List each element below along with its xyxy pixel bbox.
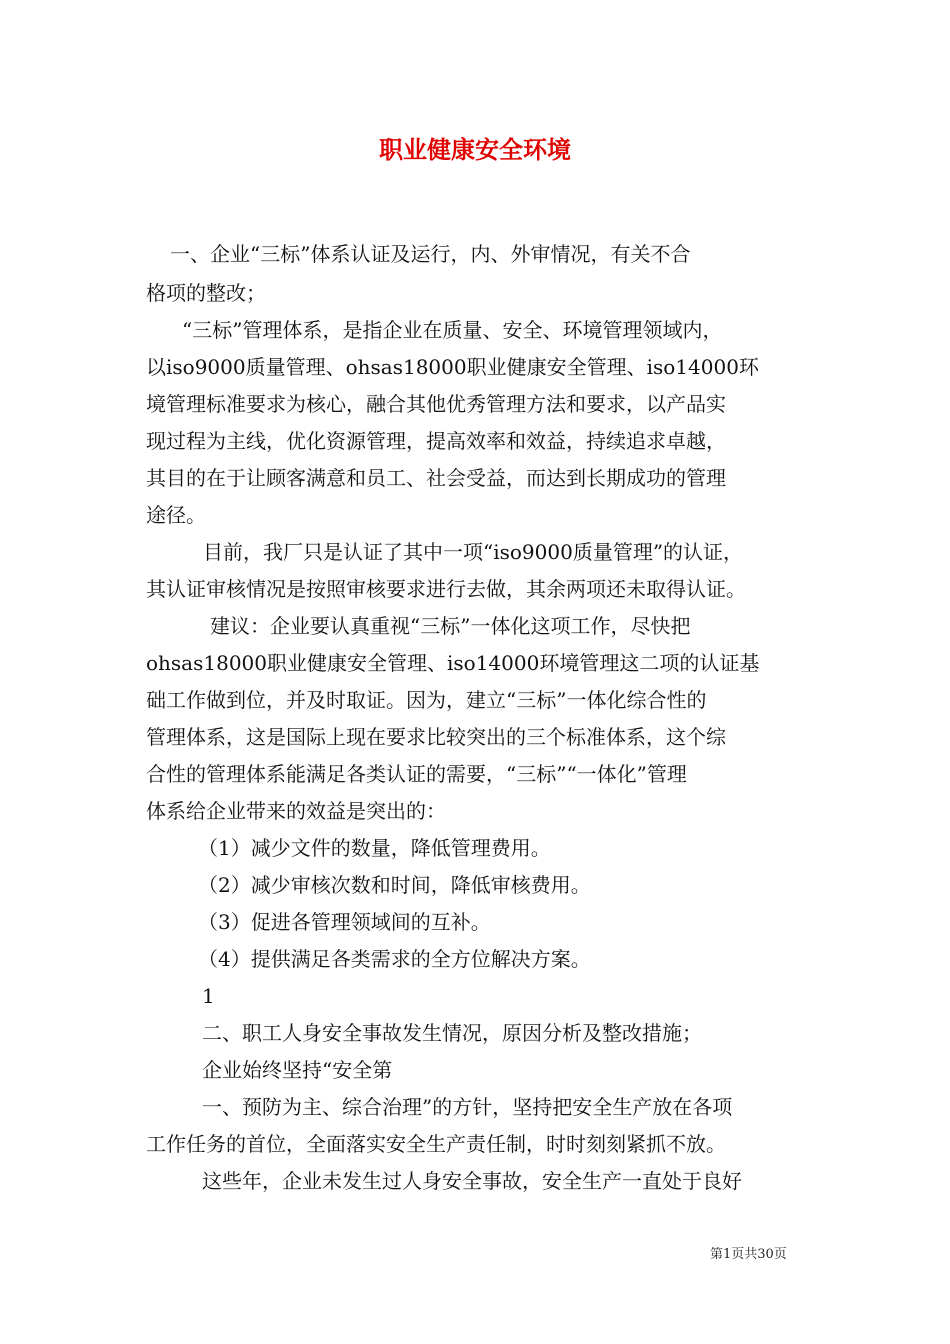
body-line: 合性的管理体系能满足各类认证的需要，“三标”“一体化”管理 <box>146 762 687 786</box>
body-line: （4）提供满足各类需求的全方位解决方案。 <box>198 947 591 971</box>
page-number-footer: 第1页共30页 <box>710 1247 787 1262</box>
body-line: 格项的整改； <box>146 281 266 305</box>
body-line: “三标”管理体系，是指企业在质量、安全、环境管理领域内， <box>182 318 723 342</box>
body-line: 工作任务的首位，全面落实安全生产责任制，时时刻刻紧抓不放。 <box>146 1132 726 1156</box>
body-line: ohsas18000职业健康安全管理、iso14000环境管理这二项的认证基 <box>146 651 760 675</box>
body-line: 体系给企业带来的效益是突出的： <box>146 799 446 823</box>
body-line: （1）减少文件的数量，降低管理费用。 <box>198 836 551 860</box>
body-line: （2）减少审核次数和时间，降低审核费用。 <box>198 873 591 897</box>
body-line: 建议：企业要认真重视“三标”一体化这项工作，尽快把 <box>210 614 691 638</box>
body-line: 其认证审核情况是按照审核要求进行去做，其余两项还未取得认证。 <box>146 577 746 601</box>
body-line: 一、预防为主、综合治理”的方针，坚持把安全生产放在各项 <box>202 1095 733 1119</box>
body-line: 管理体系，这是国际上现在要求比较突出的三个标准体系，这个综 <box>146 725 726 749</box>
body-line: 1 <box>202 984 215 1008</box>
body-line: 这些年，企业未发生过人身安全事故，安全生产一直处于良好 <box>202 1169 742 1193</box>
page-title: 职业健康安全环境 <box>379 135 571 164</box>
body-line: 以iso9000质量管理、ohsas18000职业健康安全管理、iso14000环 <box>146 355 759 379</box>
body-line: 一、企业“三标”体系认证及运行，内、外审情况，有关不合 <box>170 242 691 266</box>
body-line: 二、职工人身安全事故发生情况，原因分析及整改措施； <box>202 1021 702 1045</box>
body-line: 境管理标准要求为核心，融合其他优秀管理方法和要求，以产品实 <box>146 392 726 416</box>
body-line: 础工作做到位，并及时取证。因为，建立“三标”一体化综合性的 <box>146 688 707 712</box>
body-line: 其目的在于让顾客满意和员工、社会受益，而达到长期成功的管理 <box>146 466 726 490</box>
body-line: （3）促进各管理领域间的互补。 <box>198 910 491 934</box>
body-line: 途径。 <box>146 503 206 527</box>
body-line: 企业始终坚持“安全第 <box>202 1058 393 1082</box>
body-line: 目前，我厂只是认证了其中一项“iso9000质量管理”的认证， <box>203 540 744 564</box>
body-line: 现过程为主线，优化资源管理，提高效率和效益，持续追求卓越， <box>146 429 726 453</box>
